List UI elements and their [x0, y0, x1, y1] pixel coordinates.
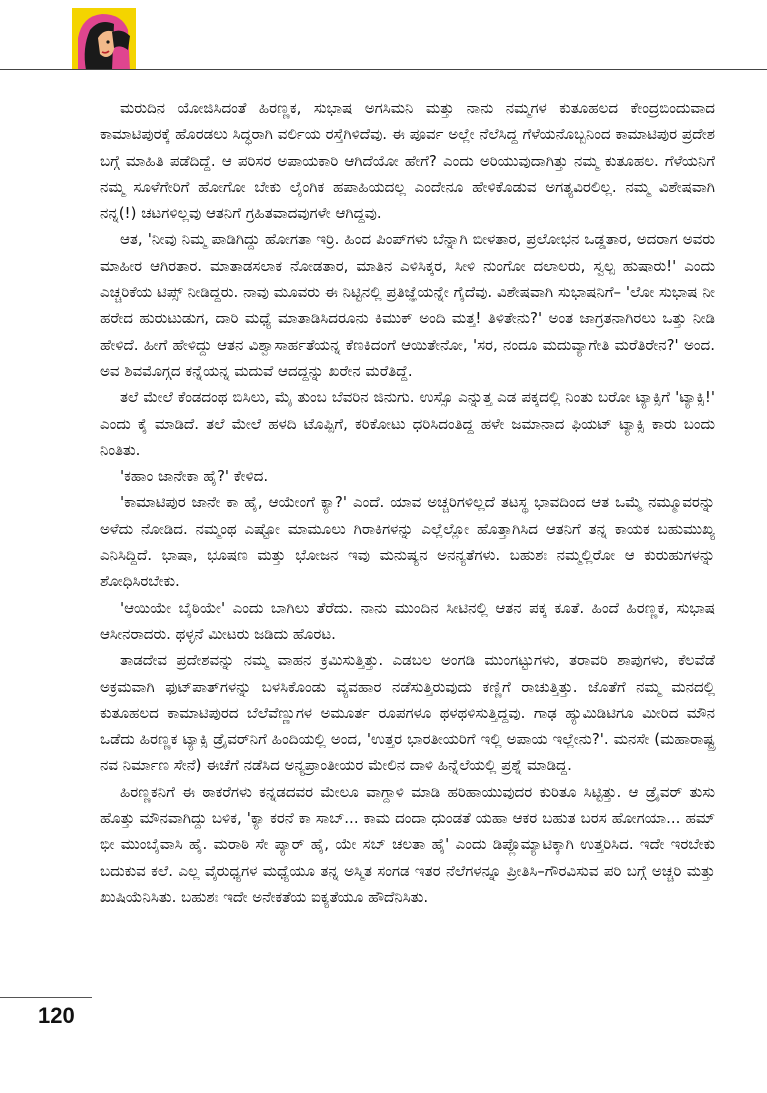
paragraph: ಆತ, 'ನೀವು ನಿಮ್ಮ ಪಾಡಿಗಿದ್ದು ಹೋಗತಾ ಇರ್ರಿ. ಹಿಂದ ಪಿಂಪ್‌ಗಳು ಬೆನ್ನಾಗಿ ಬೀಳತಾರ, ಪ್ರಲೋಭನ ಒಡ್ಡತಾರ, ಅದರಾಗ ಅವರು ಮಾಹೀರ ಆಗಿರತಾರ. ಮಾತಾಡಸಲಾಕ ನೋಡತಾರ, ಮಾತಿನ ಎಳಿಸಿಕ್ಕರ, ಸೀಳಿ ನುಂಗೋ ದಲಾಲರು, ಸ್ವಲ್ಪ ಹುಷಾರು!' ಎಂದು ಎಚ್ಚರಿಕೆಯ ಟಿಪ್ಸ್ ನೀಡಿದ್ದರು. ನಾವು ಮೂವರು ಈ ನಿಟ್ಟಿನಲ್ಲಿ ಪ್ರತಿಜ್ಞೆಯನ್ನೇ ಗೈದೆವು. ವಿಶೇಷವಾಗಿ ಸುಭಾಷನಿಗೆ– 'ಲೋ ಸುಭಾಷ ನೀ ಹರೇದ ಹುರುಟುಡುಗ, ದಾರಿ ಮಧ್ಯೆ ಮಾತಾಡಿಸಿದರೂನು ಕಿಮುಕ್ ಅಂದಿ ಮತ್ತ! ತಿಳಿತೇನು?' ಅಂತ ಜಾಗ್ರತನಾಗಿರಲು ಒತ್ತು ನೀಡಿ ಹೇಳಿದೆ. ಹೀಗೆ ಹೇಳಿದ್ದು ಆತನ ವಿಶ್ವಾಸಾರ್ಹತೆಯನ್ನ ಕೆಣಕಿದಂಗೆ ಆಯಿತೇನೋ, 'ಸರ, ನಂದೂ ಮದುವ್ಯಾಗೇತಿ ಮರೆತಿರೇನ?' ಅಂದ. ಅವ ಶಿವಮೊಗ್ಗದ ಕನ್ನೆಯನ್ನ ಮದುವೆ ಆದದ್ದನ್ನು ಖರೇನ ಮರೆತಿದ್ದೆ.	[100, 230, 715, 380]
paragraph: ತಲೆ ಮೇಲೆ ಕೆಂಡದಂಥ ಬಿಸಿಲು, ಮೈ ತುಂಬ ಬೆವರಿನ ಜಿನುಗು. ಉಸ್ಸೊ ಎನ್ನುತ್ತ ಎಡ ಪಕ್ಕದಲ್ಲಿ ನಿಂತು ಬರೋ ಟ್ಯಾಕ್ಸಿಗೆ 'ಟ್ಯಾಕ್ಸಿ!' ಎಂದು ಕೈ ಮಾಡಿದೆ. ತಲೆ ಮೇಲೆ ಹಳದಿ ಟೊಪ್ಪಿಗೆ, ಕರಿಕೋಟು ಧರಿಸಿದಂತಿದ್ದ ಹಳೇ ಜಮಾನಾದ ಫಿಯಟ್ ಟ್ಯಾಕ್ಸಿ ಕಾರು ಬಂದು ನಿಂತಿತು.	[100, 388, 715, 459]
page-number: 120	[38, 1003, 75, 1028]
paragraph: ಹಿರಣ್ಣಕನಿಗೆ ಈ ಠಾಕರೆಗಳು ಕನ್ನಡದವರ ಮೇಲೂ ವಾಗ್ದಾಳಿ ಮಾಡಿ ಹರಿಹಾಯುವುದರ ಕುರಿತೂ ಸಿಟ್ಟಿತ್ತು. ಆ ಡ್ರೈವರ್ ತುಸು ಹೊತ್ತು ಮೌನವಾಗಿದ್ದು ಬಳಿಕ, 'ಕ್ಯಾ ಕರನೆ ಕಾ ಸಾಬ್... ಕಾಮ ದಂದಾ ಧುಂಡತೆ ಯಹಾ ಆಕರ ಬಹುತ ಬರಸ ಹೋಗಯಾ... ಹಮ್ ಭೀ ಮುಂಬೈವಾಸಿ ಹೈ. ಮರಾಠಿ ಸೇ ಪ್ಯಾರ್ ಹೈ, ಯೇ ಸಬ್ ಚಲತಾ ಹೈ' ಎಂದು ಡಿಪ್ಲೊಮ್ಯಾಟಿಕ್ಕಾಗಿ ಉತ್ತರಿಸಿದ. ಇದೇ ಇರಬೇಕು ಬದುಕುವ ಕಲೆ. ಎಲ್ಲ ವೈರುಧ್ಯಗಳ ಮಧ್ಯೆಯೂ ತನ್ನ ಅಸ್ಮಿತ ಸಂಗಡ ಇತರ ನೆಲೆಗಳನ್ನೂ ಪ್ರೀತಿಸಿ–ಗೌರವಿಸುವ ಪರಿ ಬಗ್ಗೆ ಅಚ್ಚರಿ ಮತ್ತು ಖುಷಿಯೆನಿಸಿತು. ಬಹುಶಃ ಇದೇ ಅನೇಕತೆಯ ಐಕ್ಯತೆಯೂ ಹೌದೆನಿಸಿತು.	[100, 782, 715, 906]
header-divider	[0, 69, 767, 70]
publication-logo	[72, 8, 136, 70]
paragraph: 'ಕಹಾಂ ಜಾನೇಕಾ ಹೈ?' ಕೇಳಿದ.	[120, 467, 269, 486]
paragraph: ತಾಡದೇವ ಪ್ರದೇಶವನ್ನು ನಮ್ಮ ವಾಹನ ಕ್ರಮಿಸುತ್ತಿತ್ತು. ಎಡಬಲ ಅಂಗಡಿ ಮುಂಗಟ್ಟುಗಳು, ತರಾವರಿ ಶಾಪುಗಳು, ಕೆಲವೆಡೆ ಅಕ್ರಮವಾಗಿ ಫುಟ್‌ಪಾತ್‌ಗಳನ್ನು ಬಳಸಿಕೊಂಡು ವ್ಯವಹಾರ ನಡೆಸುತ್ತಿರುವುದು ಕಣ್ಣಿಗೆ ರಾಚುತ್ತಿತ್ತು. ಜೊತೆಗೆ ನಮ್ಮ ಮನದಲ್ಲಿ ಕುತೂಹಲದ ಕಾಮಾಟಿಪುರದ ಬೆಲೆವೆಣ್ಣುಗಳ ಅಮೂರ್ತ ರೂಪಗಳೂ ಥಳಥಳಿಸುತ್ತಿದ್ದವು. ಗಾಢ ಹ್ಯುಮಿಡಿಟಿಗೂ ಮೀರಿದ ಮೌನ ಒಡೆದು ಹಿರಣ್ಣಕ ಟ್ಯಾಕ್ಸಿ ಡ್ರೈವರ್‌ನಿಗೆ ಹಿಂದಿಯಲ್ಲಿ ಅಂದ, 'ಉತ್ತರ ಭಾರತೀಯರಿಗೆ ಇಲ್ಲಿ ಅಪಾಯ ಇಲ್ಲೇನು?'. ಮನಸೇ (ಮಹಾರಾಷ್ಟ್ರ ನವ ನಿರ್ಮಾಣ ಸೇನೆ) ಈಚೆಗೆ ನಡೆಸಿದ ಅನ್ಯಪ್ರಾಂತೀಯರ ಮೇಲಿನ ದಾಳಿ ಹಿನ್ನೆಲೆಯಲ್ಲಿ ಪ್ರಶ್ನೆ ಮಾಡಿದ್ದ.	[100, 651, 715, 775]
paragraph: 'ಆಯಿಯೇ ಬೈಠಿಯೇ' ಎಂದು ಬಾಗಿಲು ತೆರೆದು. ನಾನು ಮುಂದಿನ ಸೀಟಿನಲ್ಲಿ ಆತನ ಪಕ್ಕ ಕೂತೆ. ಹಿಂದೆ ಹಿರಣ್ಣಕ, ಸುಭಾಷ ಆಸೀನರಾದರು. ಥಳ್ಳನೆ ಮೀಟರು ಜಡಿದು ಹೊರಟ.	[100, 598, 715, 643]
footer-divider	[0, 997, 92, 998]
paragraph: ಮರುದಿನ ಯೋಜಿಸಿದಂತೆ ಹಿರಣ್ಣಕ, ಸುಭಾಷ ಅಗಸಿಮನಿ ಮತ್ತು ನಾನು ನಮ್ಮಗಳ ಕುತೂಹಲದ ಕೇಂದ್ರಬಿಂದುವಾದ ಕಾಮಾಟಿಪುರಕ್ಕೆ ಹೊರಡಲು ಸಿದ್ಧರಾಗಿ ವರ್ಲಿಯ ರಸ್ತೆಗಿಳಿದೆವು. ಈ ಪೂರ್ವ ಅಲ್ಲೇ ನೆಲೆಸಿದ್ದ ಗೆಳೆಯನೊಬ್ಬನಿಂದ ಕಾಮಾಟಿಪುರ ಪ್ರದೇಶ ಬಗ್ಗೆ ಮಾಹಿತಿ ಪಡೆದಿದ್ದೆ. ಆ ಪರಿಸರ ಅಪಾಯಕಾರಿ ಆಗಿದೆಯೋ ಹೇಗೆ? ಎಂದು ಅರಿಯುವುದಾಗಿತ್ತು ನಮ್ಮ ಕುತೂಹಲ. ಗೆಳೆಯನಿಗೆ ನಮ್ಮ ಸೂಳೆಗೇರಿಗೆ ಹೋಗೋ ಬೇಕು ಲೈಂಗಿಕ ಹಪಾಹಿಯದಲ್ಲ ಎಂದೇನೂ ಹೇಳಿಕೊಡುವ ಅಗತ್ಯವಿರಲಿಲ್ಲ. ನಮ್ಮ ವಿಶೇಷವಾಗಿ ನನ್ನ(!) ಚಟಗಳಿಲ್ಲವು ಆತನಿಗೆ ಗ್ರಹಿತವಾದವುಗಳೇ ಆಗಿದ್ದವು.	[100, 99, 715, 223]
article-body	[100, 95, 715, 910]
paragraph: 'ಕಾಮಾಟಿಪುರ ಜಾನೇ ಕಾ ಹೈ, ಆಯೇಂಗೆ ಕ್ಯಾ?' ಎಂದೆ. ಯಾವ ಅಚ್ಚರಿಗಳಿಲ್ಲದೆ ತಟಸ್ಥ ಭಾವದಿಂದ ಆತ ಒಮ್ಮೆ ನಮ್ಮೂವರನ್ನು ಅಳೆದು ನೋಡಿದ. ನಮ್ಮಂಥ ಎಷ್ಟೋ ಮಾಮೂಲು ಗಿರಾಕಿಗಳನ್ನು ಎಲ್ಲೆಲ್ಲೋ ಹೊತ್ತಾಗಿಸಿದ ಆತನಿಗೆ ತನ್ನ ಕಾಯಕ ಬಹುಮುಖ್ಯ ಎನಿಸಿದ್ದಿದೆ. ಭಾಷಾ, ಭೂಷಣ ಮತ್ತು ಭೋಜನ ಇವು ಮನುಷ್ಯನ ಅನನ್ಯತೆಗಳು. ಬಹುಶಃ ನಮ್ಮಲ್ಲಿರೋ ಆ ಕುರುಹುಗಳನ್ನು ಶೋಧಿಸಿರಬೇಕು.	[100, 493, 715, 591]
